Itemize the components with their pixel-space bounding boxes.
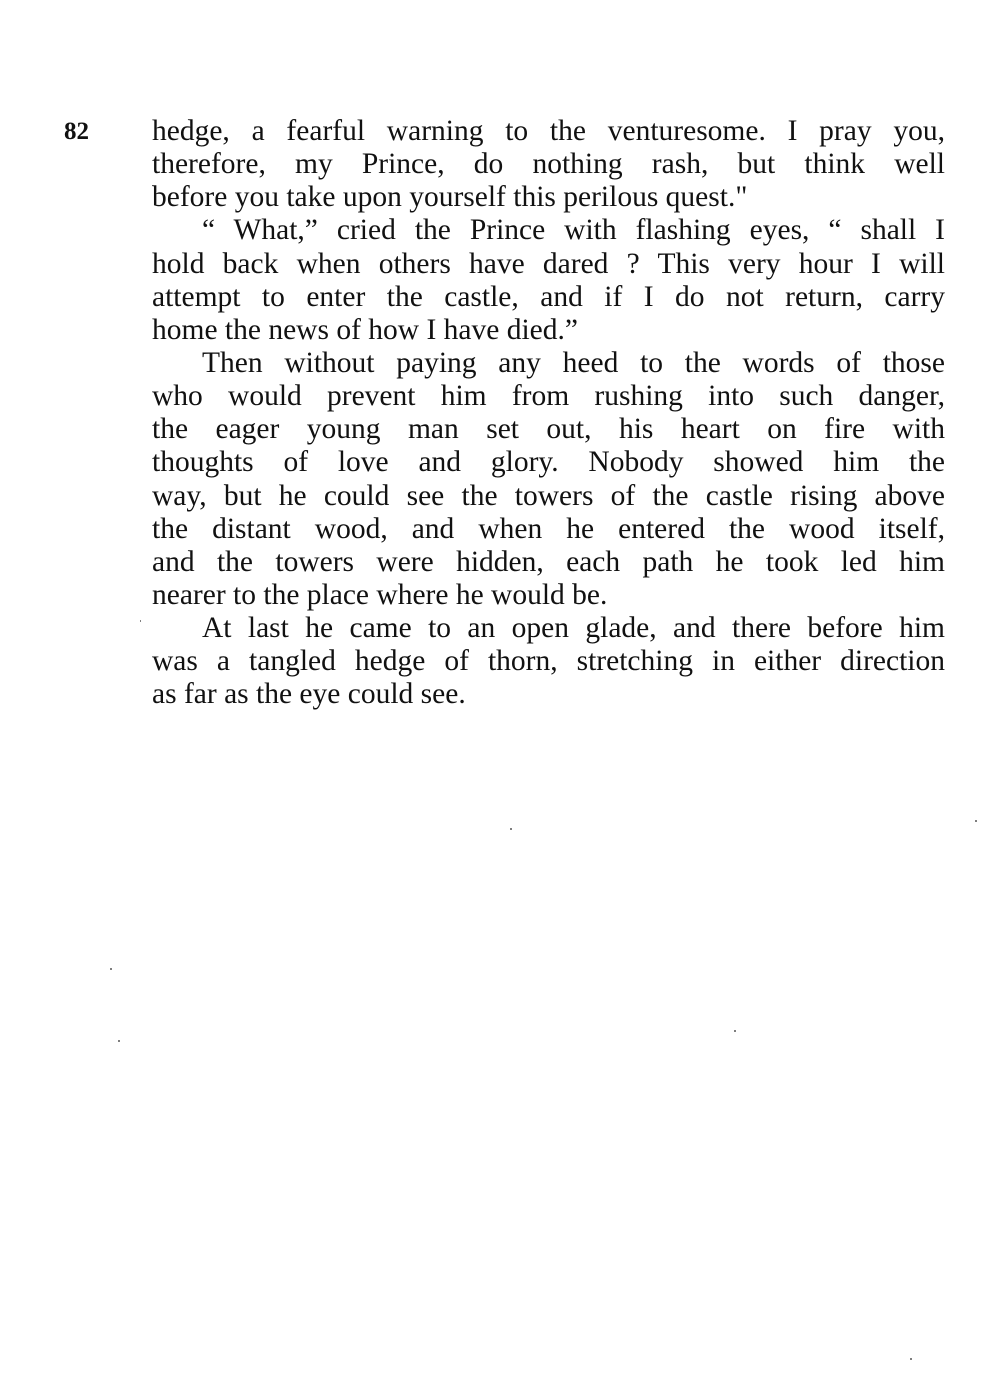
text-line: before you take upon yourself this perilous quest." — [152, 181, 748, 214]
text-line: Then without paying any heed to the words of those — [202, 346, 945, 379]
text-line: thoughts of love and glory. Nobody showed him the — [152, 446, 945, 479]
text-line: “ What,” cried the Prince with flashing eyes, “ shall I — [202, 214, 945, 247]
text-line: hedge, a fearful warning to the venturesome. I pray you, — [152, 115, 945, 147]
text-line: nearer to the place where he would be. — [152, 578, 608, 611]
scan-speck — [110, 968, 112, 970]
scan-speck — [975, 820, 977, 822]
text-line: was a tangled hedge of thorn, stretching in either direction — [152, 645, 945, 678]
scan-speck — [140, 620, 141, 622]
text-line: attempt to enter the castle, and if I do not return, carry — [152, 280, 945, 313]
scan-speck — [910, 1358, 912, 1360]
text-line: as far as the eye could see. — [152, 678, 466, 711]
text-line: therefore, my Prince, do nothing rash, but think well — [152, 148, 945, 181]
text-line: the eager young man set out, his heart on fire with — [152, 413, 945, 446]
scan-speck — [510, 828, 512, 830]
paragraph — [152, 214, 945, 347]
text-line: At last he came to an open glade, and there before him — [202, 612, 945, 645]
paragraph — [152, 115, 945, 214]
scan-speck — [734, 1030, 736, 1032]
text-line: way, but he could see the towers of the castle rising above — [152, 479, 945, 512]
paragraph — [152, 612, 945, 711]
page-number: 82 — [64, 118, 89, 145]
scan-speck — [118, 1040, 120, 1042]
text-line: who would prevent him from rushing into such danger, — [152, 380, 945, 413]
text-line: hold back when others have dared ? This very hour I will — [152, 247, 945, 280]
text-line: and the towers were hidden, each path he took led him — [152, 545, 945, 578]
body-text — [152, 115, 945, 712]
text-line: home the news of how I have died.” — [152, 313, 578, 346]
text-line: the distant wood, and when he entered the wood itself, — [152, 512, 945, 545]
paragraph — [152, 347, 945, 612]
